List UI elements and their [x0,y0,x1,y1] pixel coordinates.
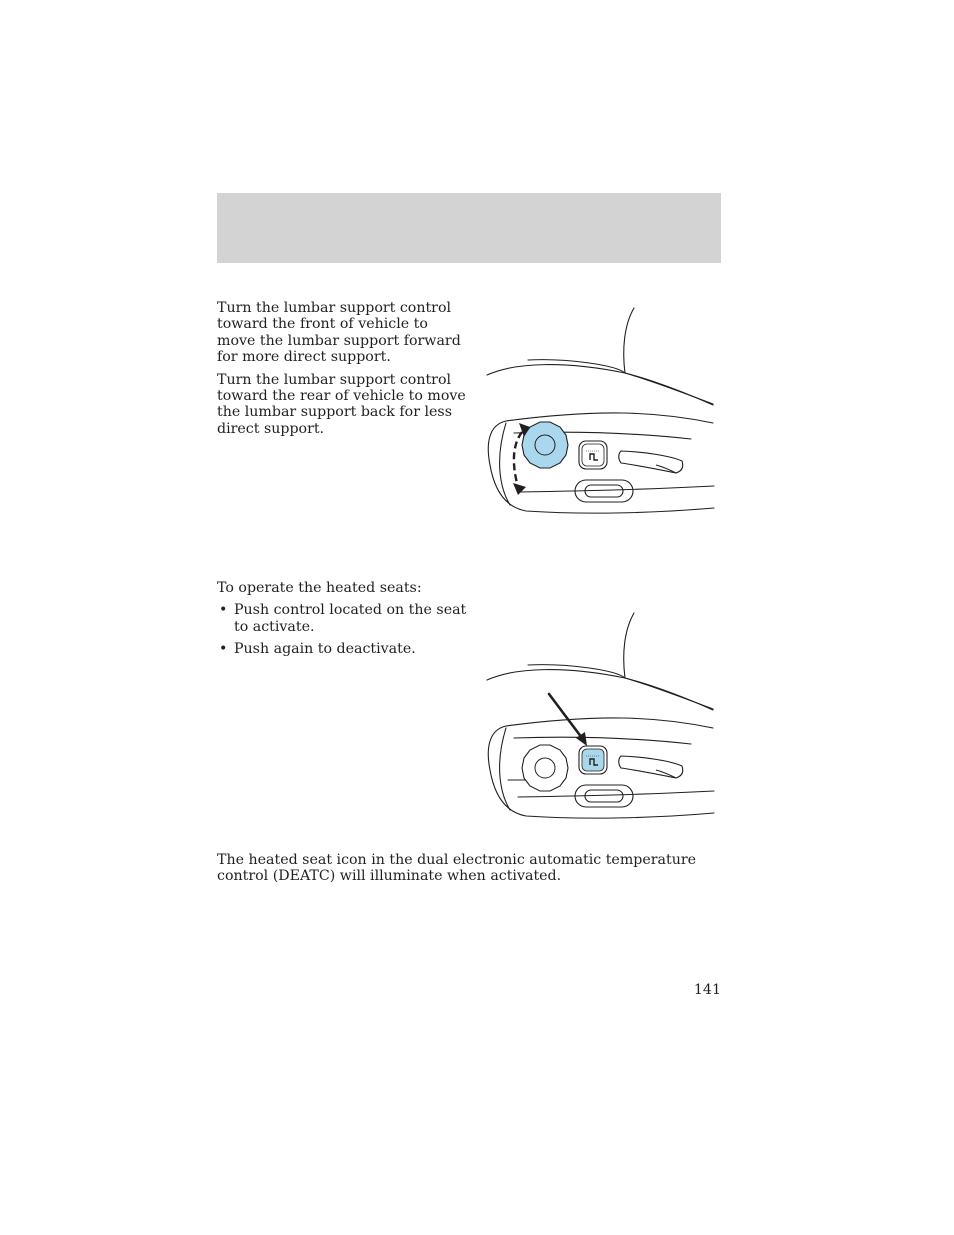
list-item [217,641,467,657]
step-deactivate: Push again to deactivate. [234,641,416,658]
recline-lever [619,756,683,778]
step-activate: Push control located on the seat to activate. [234,602,467,635]
rotation-arrow-icon [514,432,522,487]
lumbar-knob [522,745,568,791]
lumbar-paragraph-forward: Turn the lumbar support control toward the front of vehicle to move the lumbar support forward for more direct support. [217,300,461,366]
bullet: • [219,602,228,619]
pointer-arrow-icon [549,694,587,746]
heater-button [579,441,607,469]
recline-lever [619,451,683,473]
seatback-edge [624,613,634,678]
deatc-paragraph: The heated seat icon in the dual electronic automatic temperature control (DEATC) will illuminate when activated. [217,852,697,885]
lumbar-paragraph-back: Turn the lumbar support control toward the rear of vehicle to move the lumbar support back for less direct support. [217,371,466,437]
heated-seats-intro: To operate the heated seats: [217,580,422,596]
seat-lumbar-knob-illustration [486,305,716,520]
lumbar-instructions [217,300,467,443]
page-number: 141 [693,982,721,998]
list-item [217,602,467,635]
lumbar-control-illustration [486,305,716,520]
seatback-edge [624,308,634,373]
seat-heater-button-illustration [486,610,716,825]
heated-seats-steps [217,602,467,657]
section-header-band [217,193,721,263]
heated-seat-instructions [217,580,467,664]
deatc-note [217,852,721,885]
heater-button-highlighted [579,746,607,774]
arrow-down-icon [513,483,526,495]
lumbar-knob [522,422,568,468]
heated-seat-illustration [486,610,716,825]
bullet: • [219,641,228,658]
